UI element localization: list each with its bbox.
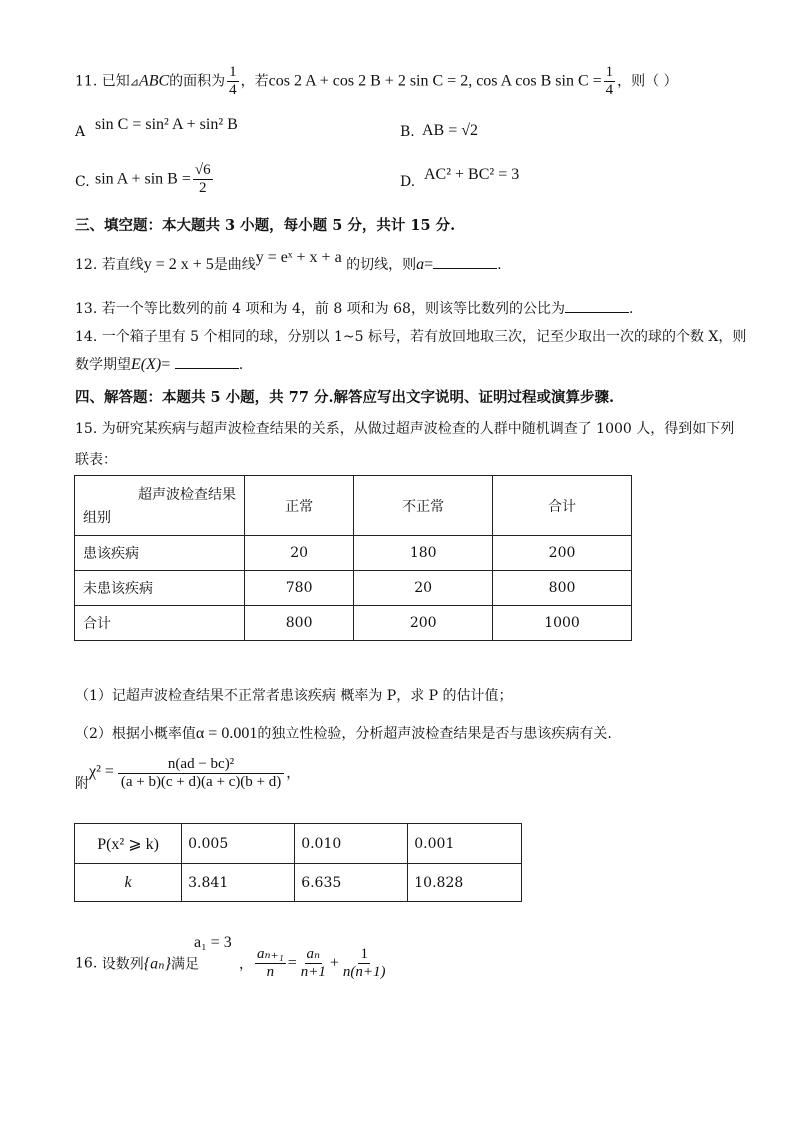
option-c: sin A + sin B = $\frac{√6}{2}$ xyxy=(95,162,211,196)
section-3-heading: 三、填空题：本大题共 3 小题，每小题 5 分，共计 15 分. xyxy=(75,217,456,234)
section-4-heading: 四、解答题：本题共 5 小题，共 77 分.解答应写出文字说明、证明过程或演算步骤. xyxy=(75,389,615,406)
cond-fraction: $\frac{1}{4}$ xyxy=(605,64,614,98)
answer-blank-12[interactable] xyxy=(433,254,497,269)
option-d: AC² + BC² = 3 xyxy=(424,166,520,183)
option-a: sin C = sin² A + sin² B xyxy=(95,116,238,133)
question-15-line2: 联表： xyxy=(75,452,117,468)
chi-square-formula: 附χ² = $\frac{\text{n(ad − bc)²}}{(a + b)(c + d)(a + c)(b + d)}$ ， xyxy=(75,756,301,792)
q16-a1: a₁ = 3 xyxy=(194,934,232,951)
question-14-line1: 14. 一个箱子里有 5 个相同的球，分别以 1~5 标号，若有放回地取三次，记至少取出一次的球的个数 X，则 xyxy=(75,329,747,345)
table-row: k 3.841 6.635 10.828 xyxy=(75,864,522,902)
question-11-stem: 11. 已知⊿ABC的面积为 $\frac{1}{4}$ ，若cos 2 A + cos 2 B + 2 sin C = 2, cos A cos B sin C = $\frac{1}{4}$ ，则（ ） xyxy=(75,64,678,98)
table-row: 合计 800 200 1000 xyxy=(75,606,632,641)
answer-blank-14[interactable] xyxy=(175,354,239,369)
table-row: P(x² ⩾ k) 0.005 0.010 0.001 xyxy=(75,824,522,864)
option-b-label: B. xyxy=(400,124,415,140)
question-15-part-2: （2）根据小概率值α = 0.001的独立性检验，分析超声波检查结果是否与患该疾病有关. xyxy=(75,725,612,742)
critical-value-table xyxy=(74,823,522,902)
question-13: 13. 若一个等比数列的前 4 项和为 4，前 8 项和为 68，则该等比数列的公比为 . xyxy=(75,298,633,318)
table-row: 患该疾病 20 180 200 xyxy=(75,536,632,571)
table-corner-cell: 超声波检查结果 组别 xyxy=(75,476,245,536)
question-16: 16. 设数列{aₙ}满足 ， $\frac{\text{aₙ₊₁}}{n}$ = $\frac{\text{aₙ}}{n+1}$ + $\frac{1}{n(n+1)}$ xyxy=(75,946,386,980)
option-a-label: A xyxy=(75,124,86,140)
header-normal: 正常 xyxy=(244,476,353,536)
header-abnormal: 不正常 xyxy=(354,476,493,536)
option-d-label: D. xyxy=(400,174,416,190)
question-15-line1: 15. 为研究某疾病与超声波检查结果的关系，从做过超声波检查的人群中随机调查了 1000 人，得到如下列 xyxy=(75,421,735,437)
contingency-table xyxy=(74,475,632,641)
option-b: AB = √2 xyxy=(422,122,479,139)
header-total: 合计 xyxy=(493,476,632,536)
option-c-label: C. xyxy=(75,174,90,190)
area-fraction: $\frac{1}{4}$ xyxy=(229,64,237,98)
question-14-line2: 数学期望E(X)= . xyxy=(75,356,244,373)
question-12: 12. 若直线y = 2 x + 5是曲线y = eˣ + x + a 的切线，则a= . xyxy=(75,249,502,273)
table-header-row xyxy=(75,476,632,536)
answer-blank-13[interactable] xyxy=(565,298,629,313)
table-row: 未患该疾病 780 20 800 xyxy=(75,571,632,606)
question-15-part-1: （1）记超声波检查结果不正常者患该疾病 概率为 P，求 P 的估计值； xyxy=(75,688,513,704)
